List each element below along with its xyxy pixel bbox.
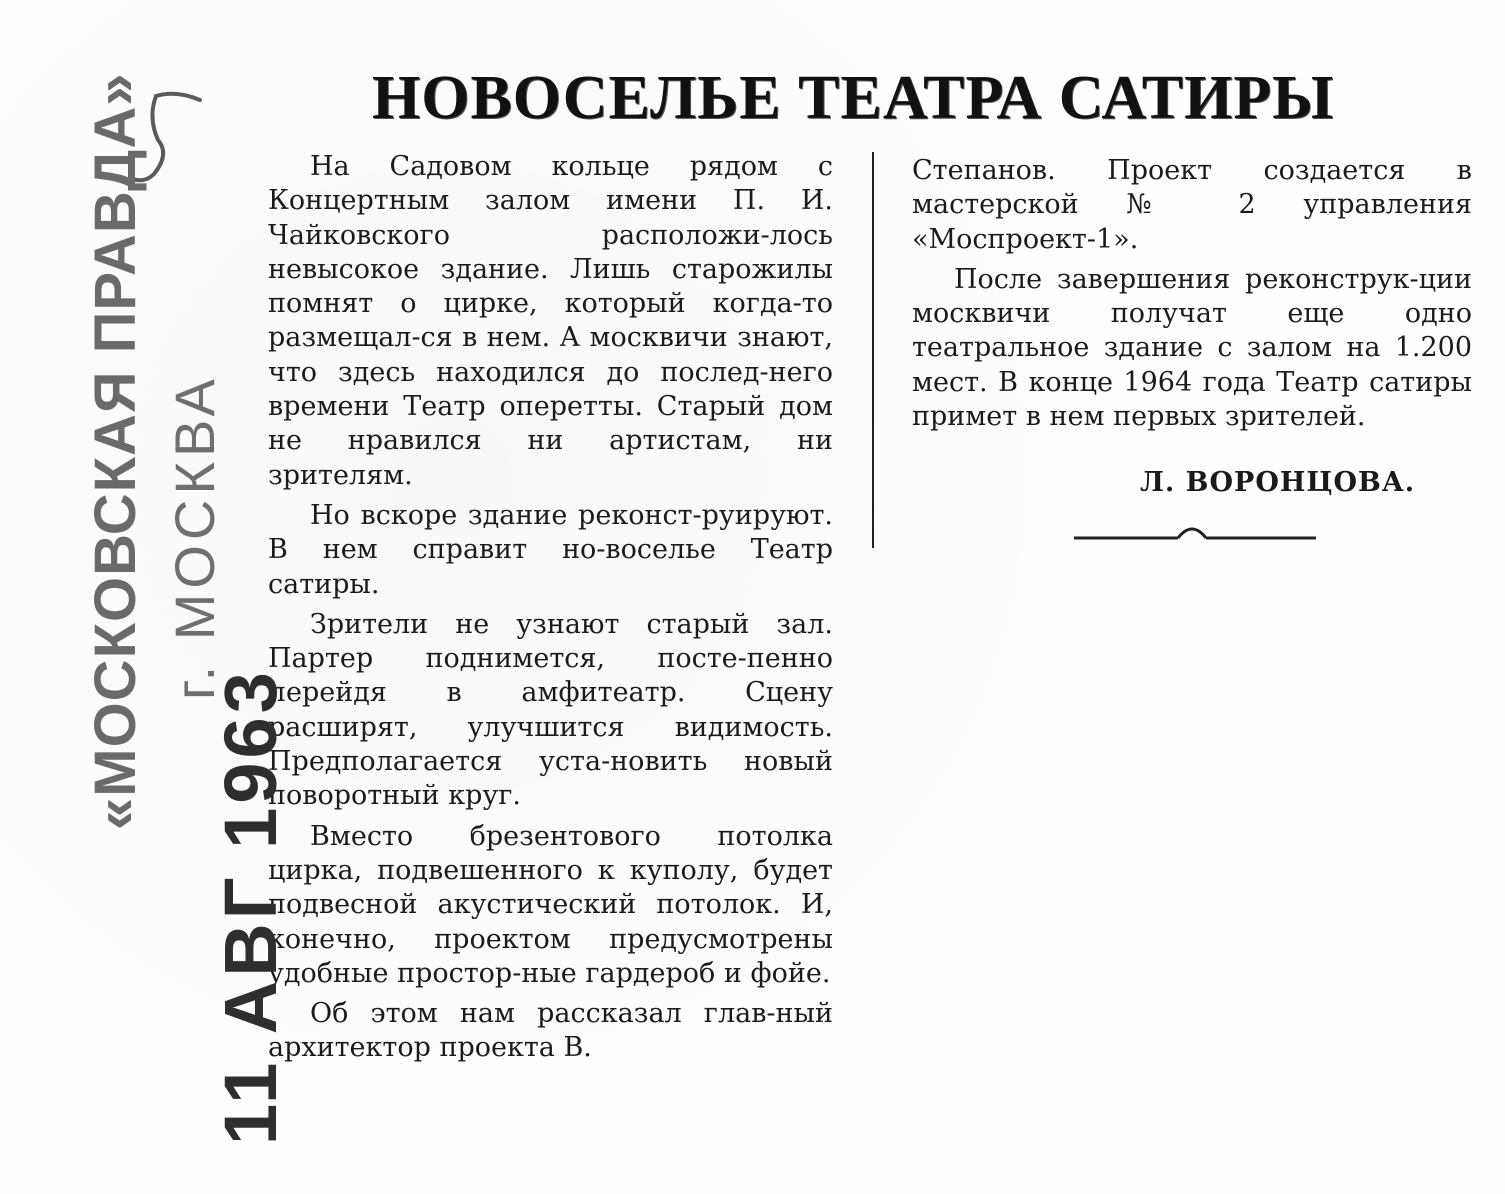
end-ornament-icon	[1070, 518, 1320, 550]
paragraph: Но вскоре здание реконст-руируют. В нем справит но-воселье Театр сатиры.	[268, 499, 833, 600]
article-column-right	[912, 154, 1472, 440]
article-headline: НОВОСЕЛЬЕ ТЕАТРА САТИРЫ	[372, 64, 1335, 132]
publication-stamp	[18, 72, 292, 1150]
article-column-left	[268, 150, 833, 1072]
paragraph: Вместо брезентового потолка цирка, подвешенного к куполу, будет подвесной акустический потолок. И, конечно, проектом предусмотрены удобные простор-ные гардероб и фойе.	[268, 820, 833, 989]
paragraph: Об этом нам рассказал глав-ный архитектор проекта В.	[268, 998, 833, 1064]
paragraph: Зрители не узнают старый зал. Партер поднимется, посте-пенно перейдя в амфитеатр. Сцену расширят, улучшится видимость. Предполагается уста-новить новый поворотный круг.	[268, 608, 833, 812]
stamp-date: 11 АВГ 1963	[209, 668, 292, 1145]
paragraph: На Садовом кольце рядом с Концертным залом имени П. И. Чайковского расположи-лось невысокое здание. Лишь старожилы помнят о цирке, который когда-то размещал-ся в нем. А москвичи знают, что здесь находился до послед-него времени Театр оперетты. Старый дом не нравился ни артистам, ни зрителям.	[268, 151, 833, 491]
stamp-newspaper-name: «МОСКОВСКАЯ ПРАВДА»	[83, 72, 148, 830]
stamp-city: г. МОСКВА	[163, 374, 226, 700]
paragraph: После завершения реконструк-ции москвичи получат еще одно театральное здание с залом на 1.200 мест. В конце 1964 года Театр сатиры примет в нем первых зрителей.	[912, 263, 1472, 433]
paragraph: Степанов. Проект создается в мастерской № 2 управления «Моспроект-1».	[912, 155, 1472, 255]
column-divider	[872, 152, 874, 548]
author-signature: Л. ВОРОНЦОВА.	[1140, 467, 1416, 498]
